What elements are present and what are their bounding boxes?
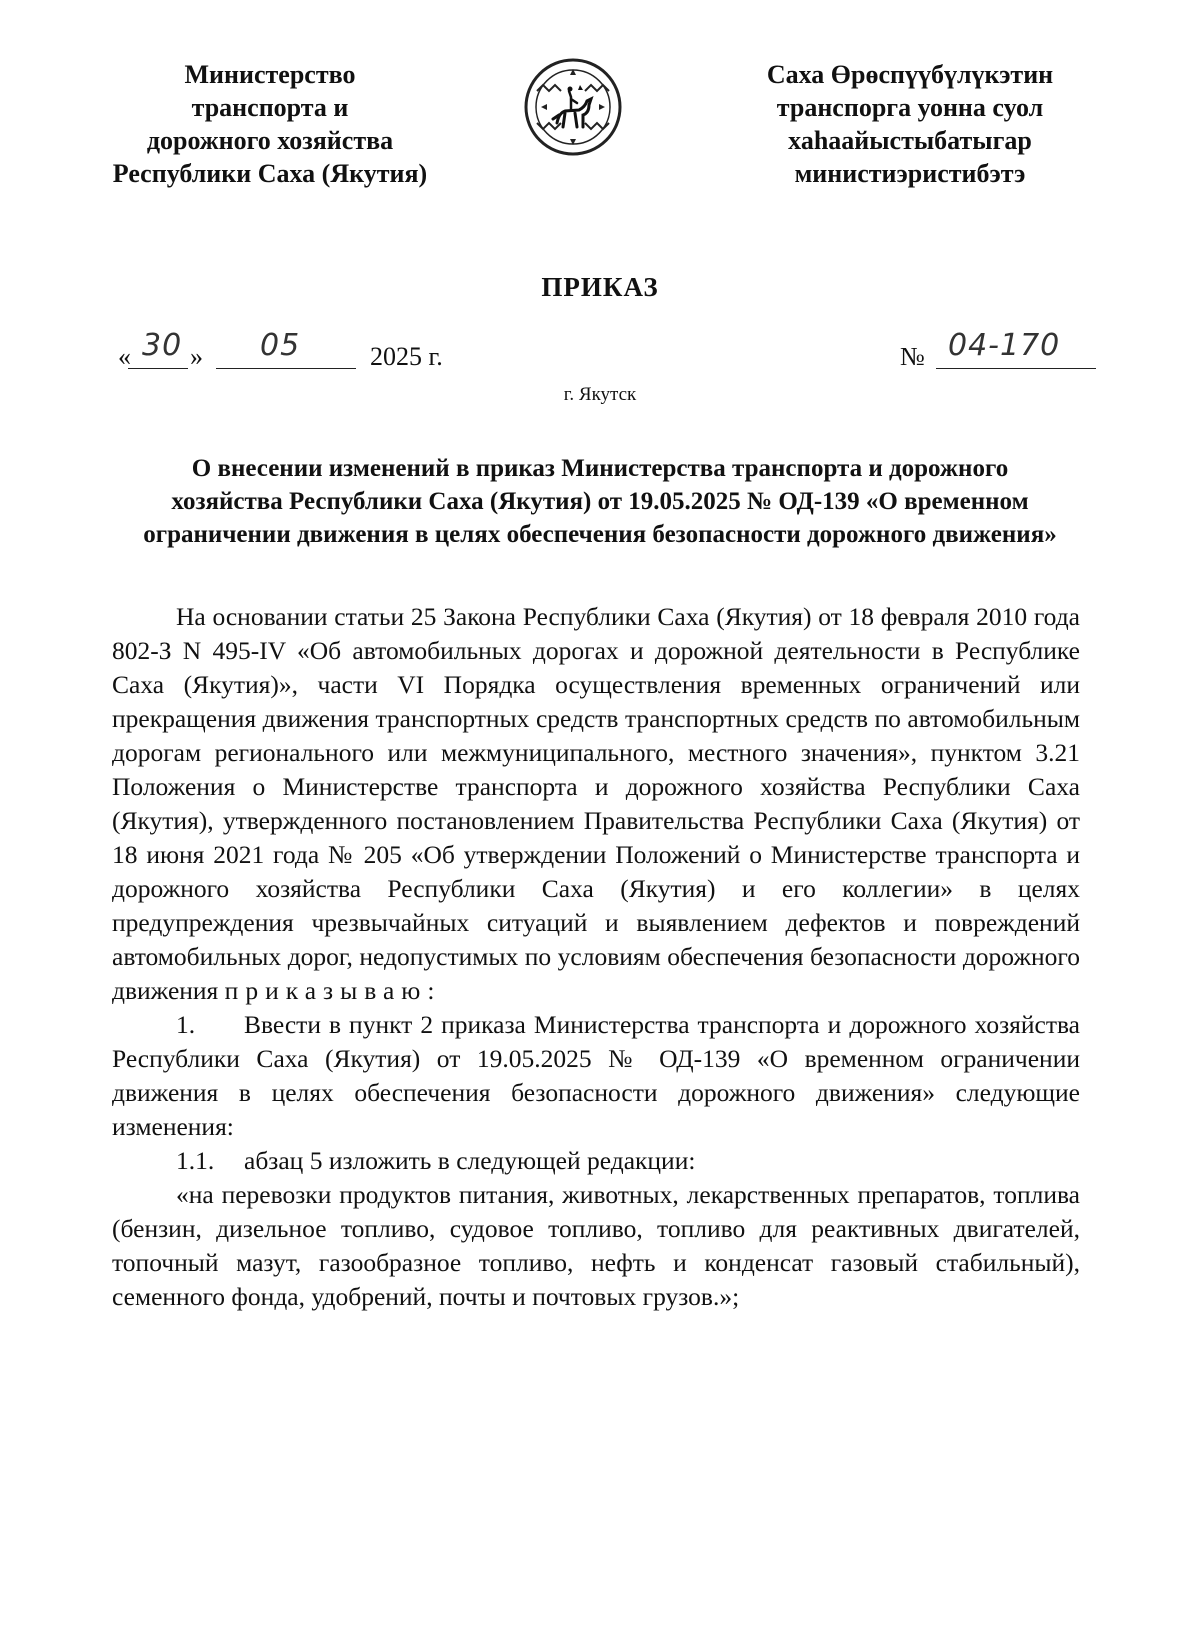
handwritten-day: 30 <box>142 328 183 363</box>
date-year: 2025 г. <box>370 342 443 371</box>
sakha-coat-of-arms-icon <box>523 57 623 157</box>
item-1-text: Ввести в пункт 2 приказа Министерства транспорта и дорожного хозяйства Республики Саха (Якутия) от 19.05.2025 № ОД-139 «О временном ограничении движения в целях обеспечения безопасности дорожного движения» следующие изменения: <box>112 1010 1080 1141</box>
item-1-1-text: абзац 5 изложить в следующей редакции: <box>244 1146 696 1175</box>
item-1-1-number: 1.1. <box>176 1146 215 1175</box>
header-right-line: Саха Өрөспүүбүлүкэтин <box>766 60 1054 89</box>
header-left-line: дорожного хозяйства <box>146 126 394 155</box>
number-blank-line <box>936 368 1096 369</box>
new-wording-quote: «на перевозки продуктов питания, животных, лекарственных препаратов, топлива (бензин, дизельное топливо, судовое топливо, топливо для реактивных двигателей, топочный мазут, газообразное топливо, нефть и конденсат газовый стабильный), семенного фонда, удобрений, почты и почтовых грузов.»; <box>112 1180 1080 1311</box>
header-left-line: Республики Саха (Якутия) <box>112 159 428 188</box>
header-right-line: министиэристибэтэ <box>794 159 1026 188</box>
document-title: ПРИКАЗ <box>541 272 659 302</box>
item-1 <box>112 1008 1080 1144</box>
order-subject: О внесении изменений в приказ Министерства транспорта и дорожного хозяйства Республики Саха (Якутия) от 19.05.2025 № ОД-139 «О временном ограничении движения в целях обеспечения безопасности дорожного движения» <box>143 455 1057 548</box>
date-close-quote: » <box>190 342 203 371</box>
date-open-quote: « <box>118 342 131 371</box>
item-1-number: 1. <box>176 1010 196 1039</box>
preamble-paragraph <box>112 600 1080 1008</box>
order-body <box>112 600 1080 1314</box>
header-right-line: транспорга уонна суол <box>776 93 1044 122</box>
ministry-name-russian <box>70 58 470 190</box>
handwritten-number: 04-170 <box>948 328 1061 363</box>
preamble-text: На основании статьи 25 Закона Республики Саха (Якутия) от 18 февраля 2010 года 802-З N 495-IV «Об автомобильных дорогах и дорожной деятельности в Республике Саха (Якутия)», части VI Порядка осуществления временных ограничений или прекращения движения транспортных средств транспортных средств по автомобильным дорогам регионального или межмуниципального, местного значения», пунктом 3.21 Положения о Министерстве транспорта и дорожного хозяйства Республики Саха (Якутия), утвержденного постановлением Правительства Республики Саха (Якутия) от 18 июня 2021 года № 205 «Об утверждении Положений о Министерстве транспорта и дорожного хозяйства Республики Саха (Якутия) и его коллегии» в целях предупреждения чрезвычайных ситуаций и выявлением дефектов и повреждений автомобильных дорог, недопустимых по условиям обеспечения безопасности дорожного движения <box>112 602 1080 1005</box>
ministry-name-yakut <box>700 58 1120 190</box>
month-blank-line <box>216 368 356 369</box>
header-left-line: Министерство <box>184 60 356 89</box>
item-1-1 <box>112 1144 1080 1178</box>
handwritten-month: 05 <box>260 328 301 363</box>
order-date <box>118 328 478 371</box>
header-left-line: транспорта и <box>191 93 349 122</box>
header-right-line: хаһаайыстыбатыгар <box>788 126 1032 155</box>
number-sign: № <box>900 342 925 371</box>
order-word: приказываю: <box>224 976 442 1005</box>
city-label: г. Якутск <box>563 384 637 405</box>
day-blank-line <box>128 368 188 369</box>
order-number <box>900 328 1100 371</box>
